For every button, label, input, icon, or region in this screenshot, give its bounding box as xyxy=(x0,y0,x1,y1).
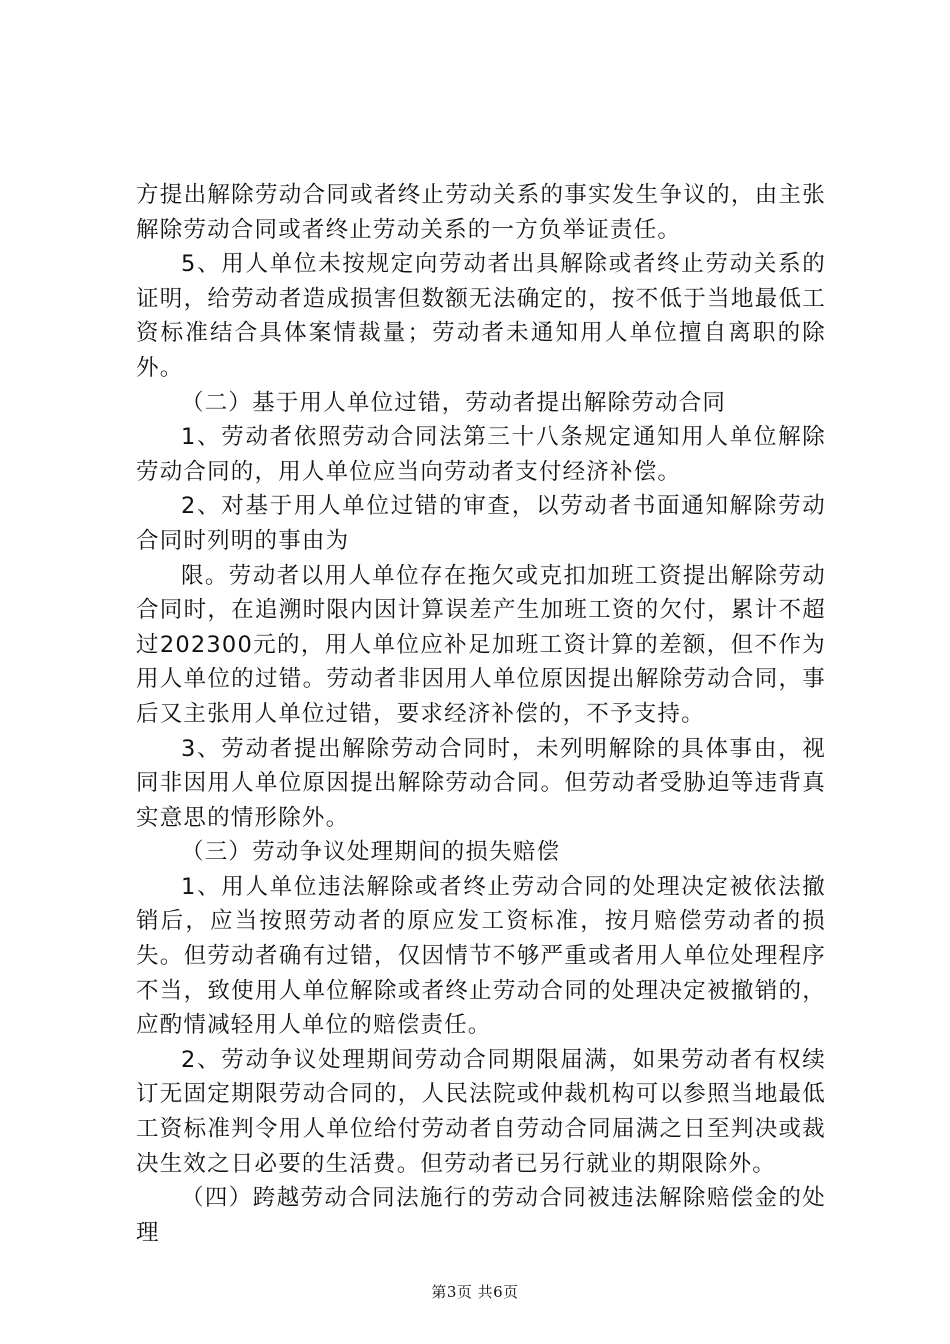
section-heading-3: （三）劳动争议处理期间的损失赔偿 xyxy=(181,839,561,866)
paragraph-continuation: 方提出解除劳动合同或者终止劳动关系的事实发生争议的，由主张解除劳动合同或者终止劳动关系的一方负举证责任。 xyxy=(136,182,826,243)
paragraph-item-2: 2、对基于用人单位过错的审查，以劳动者书面通知解除劳动合同时列明的事由为 xyxy=(136,493,826,554)
paragraph-item-2-continued: 限。劳动者以用人单位存在拖欠或克扣加班工资提出解除劳动合同时，在追溯时限内因计算误差产生加班工资的欠付，累计不超过202300元的，用人单位应补足加班工资计算的差额，但不作为用人单位的过错。劳动者非因用人单位原因提出解除劳动合同，事后又主张用人单位过错，要求经济补偿的，不予支持。 xyxy=(136,562,826,727)
paragraph-item-5: 5、用人单位未按规定向劳动者出具解除或者终止劳动关系的证明，给劳动者造成损害但数额无法确定的，按不低于当地最低工资标准结合具体案情裁量；劳动者未通知用人单位擅自离职的除外。 xyxy=(136,251,826,381)
section-heading-4: （四）跨越劳动合同法施行的劳动合同被违法解除赔偿金的处理 xyxy=(136,1185,826,1246)
paragraph-item-3: 3、劳动者提出解除劳动合同时，未列明解除的具体事由，视同非因用人单位原因提出解除劳动合同。但劳动者受胁迫等违背真实意思的情形除外。 xyxy=(136,735,826,831)
paragraph-item-2-section-3: 2、劳动争议处理期间劳动合同期限届满，如果劳动者有权续订无固定期限劳动合同的，人民法院或仲裁机构可以参照当地最低工资标准判令用人单位给付劳动者自劳动合同届满之日至判决或裁决生效之日必要的生活费。但劳动者已另行就业的期限除外。 xyxy=(136,1046,826,1177)
section-heading-2: （二）基于用人单位过错，劳动者提出解除劳动合同 xyxy=(181,389,727,416)
document-body xyxy=(136,178,826,1250)
page-number-footer: 第3页 共6页 xyxy=(431,1283,519,1301)
paragraph-item-1: 1、劳动者依照劳动合同法第三十八条规定通知用人单位解除劳动合同的，用人单位应当向劳动者支付经济补偿。 xyxy=(136,424,826,485)
paragraph-item-1-section-3: 1、用人单位违法解除或者终止劳动合同的处理决定被依法撤销后，应当按照劳动者的原应发工资标准，按月赔偿劳动者的损失。但劳动者确有过错，仅因情节不够严重或者用人单位处理程序不当，致使用人单位解除或者终止劳动合同的处理决定被撤销的，应酌情减轻用人单位的赔偿责任。 xyxy=(136,873,826,1039)
